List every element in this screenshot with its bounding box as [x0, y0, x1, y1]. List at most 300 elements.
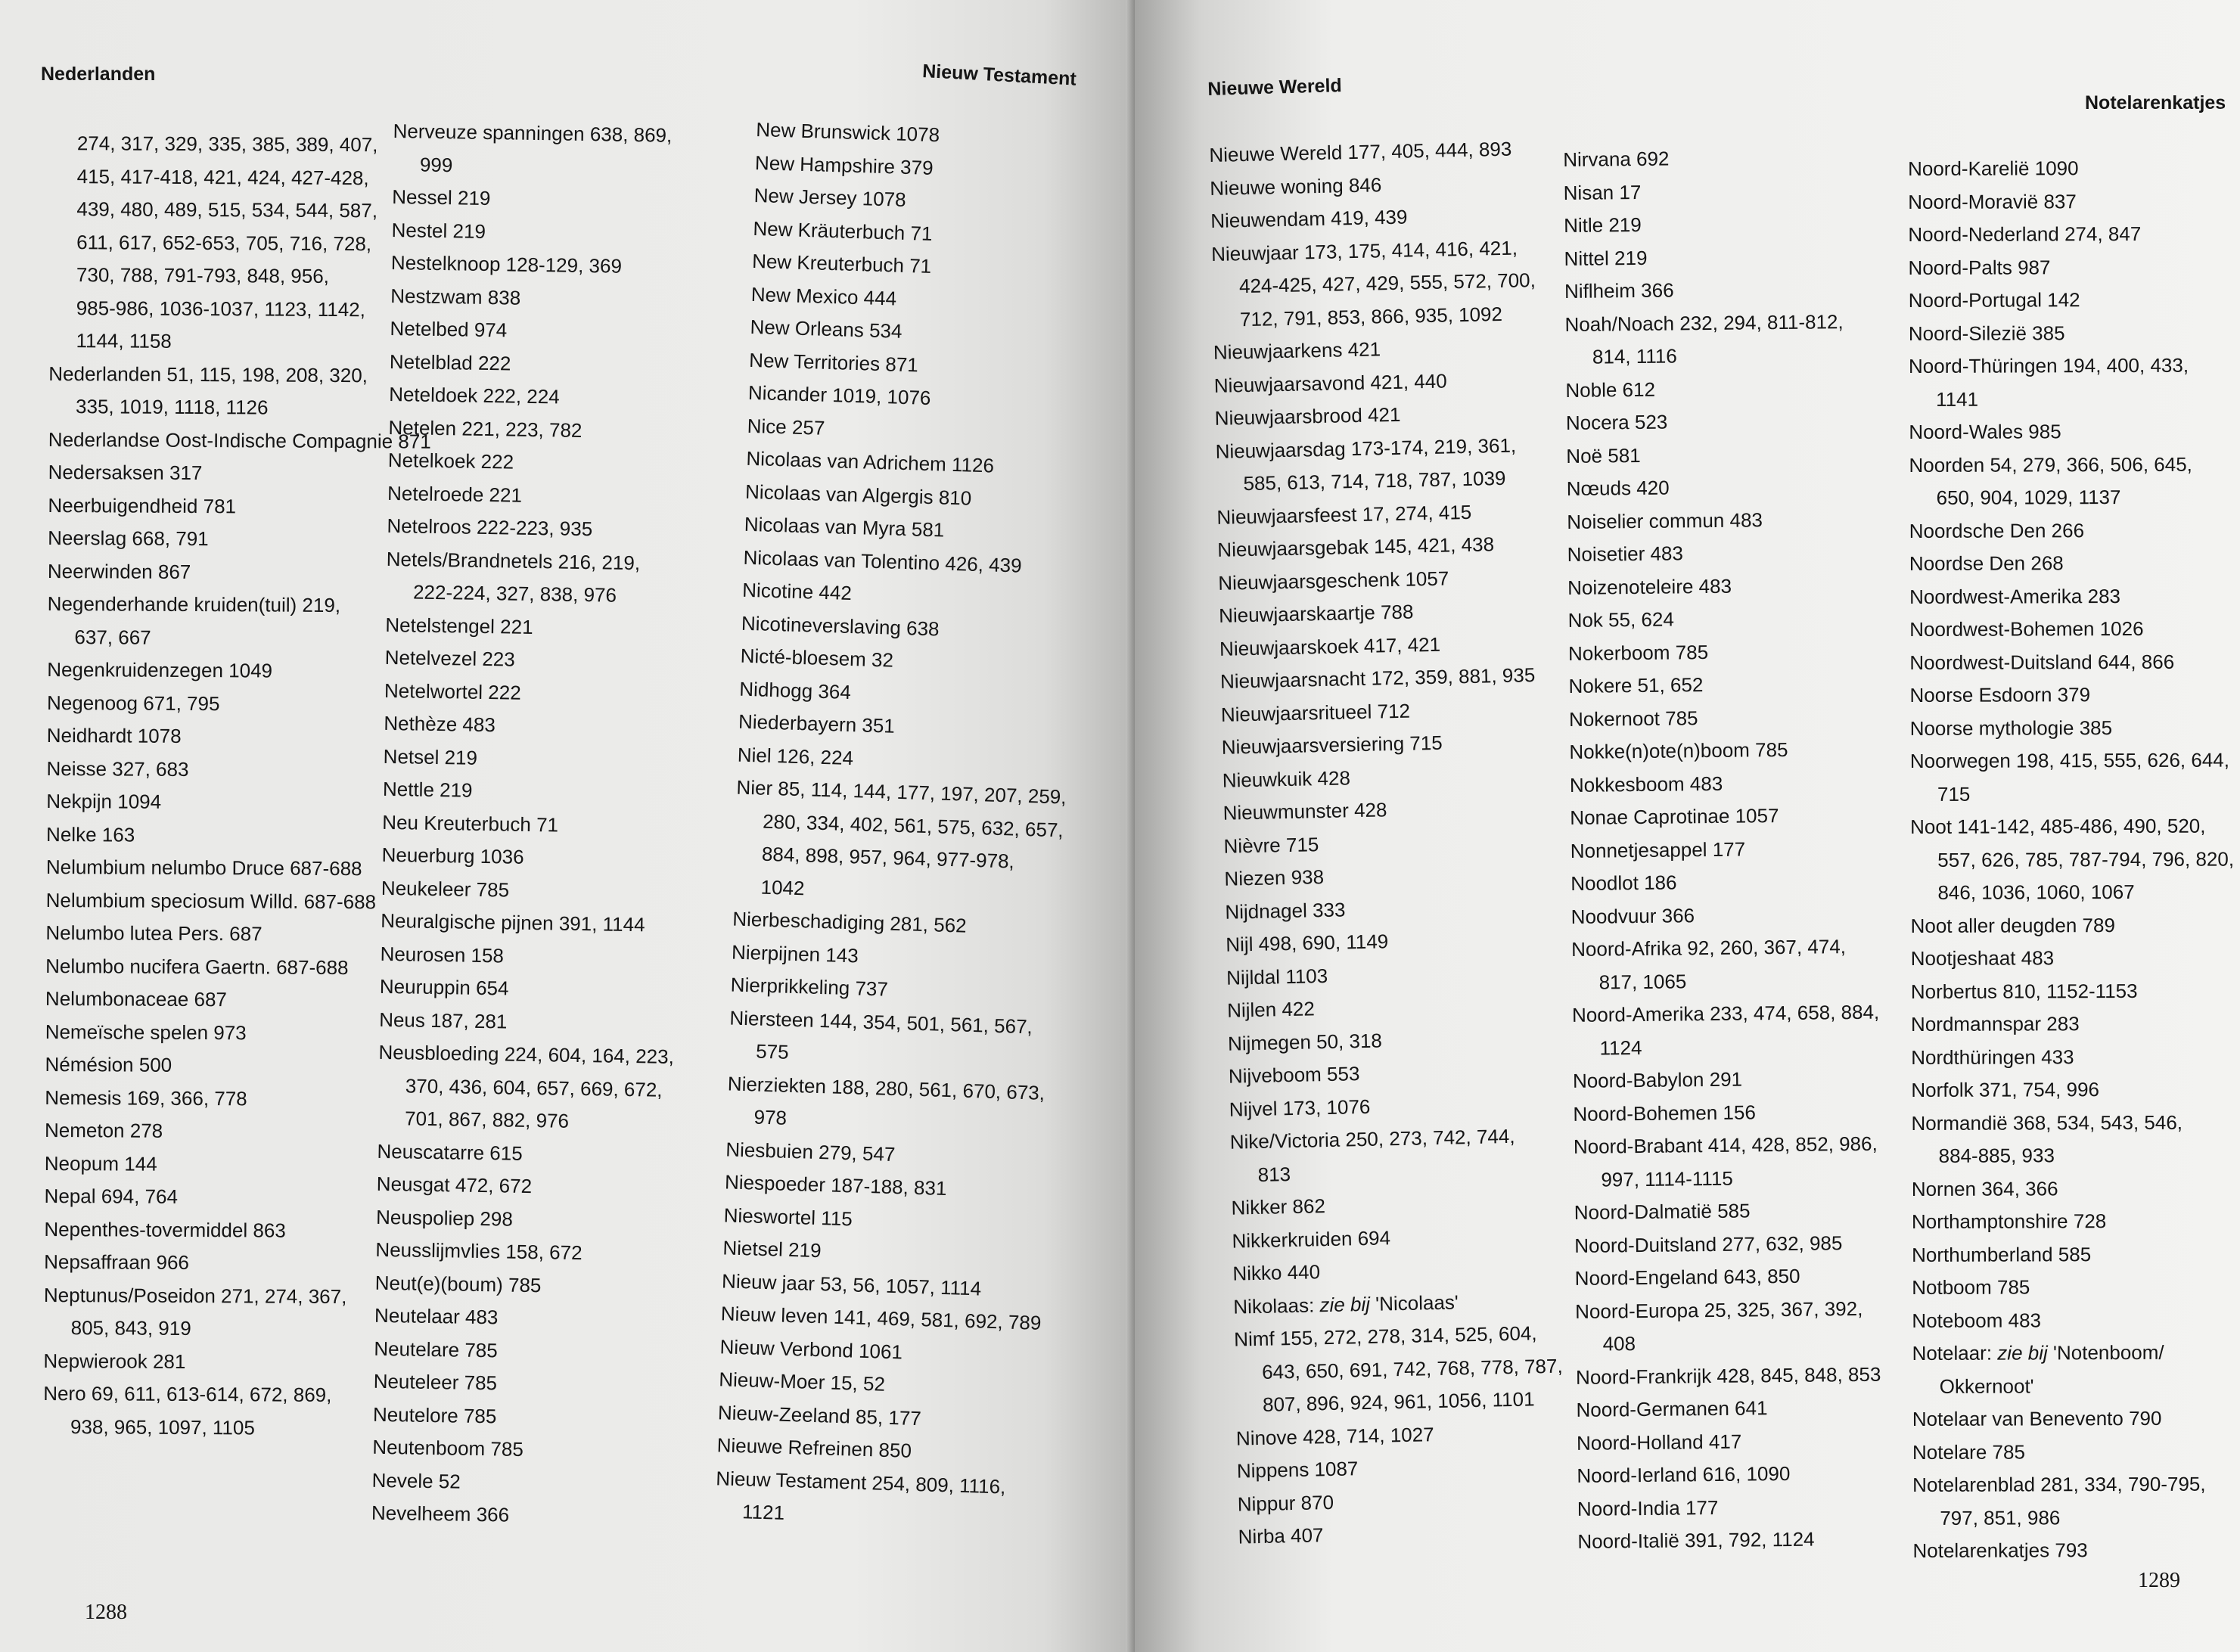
- entry-first-line: [385, 608, 734, 647]
- index-entry: [372, 1431, 721, 1470]
- entry-page-references: 221, 223, 782: [461, 416, 583, 442]
- index-entry: [44, 1180, 362, 1215]
- index-entry: [1909, 547, 2227, 581]
- entry-headword: Nieswortel: [723, 1203, 816, 1229]
- entry-page-references: 222: [480, 449, 514, 474]
- entry-headword: Nicotine: [741, 578, 814, 604]
- entry-page-references: 687: [194, 988, 228, 1011]
- entry-first-line: [388, 411, 737, 449]
- entry-page-references: 169, 366, 778: [126, 1086, 247, 1110]
- entry-headword: Nederlandse Oost-Indische: [48, 427, 287, 452]
- entry-page-references: 785: [476, 877, 510, 902]
- entry-page-references: 177, 405, 444, 893: [1347, 137, 1512, 164]
- entry-headword: Netelroede: [387, 481, 484, 506]
- entry-page-references: 715: [1285, 832, 1319, 856]
- index-entry: [1564, 239, 1889, 275]
- entry-page-references: 730, 788, 791-793, 848, 956,: [76, 263, 330, 287]
- entry-headword: Neurosen: [380, 942, 466, 967]
- entry-page-references: 52: [438, 1469, 461, 1493]
- entry-page-references: 793: [2055, 1539, 2088, 1562]
- entry-headword: Netelkoek: [387, 448, 476, 473]
- entry-page-references: 277, 632, 985: [1722, 1231, 1843, 1256]
- entry-page-references: 428, 845, 848, 853: [1717, 1362, 1881, 1387]
- index-entry: [1912, 1337, 2229, 1403]
- index-entry: [44, 1278, 362, 1346]
- entry-first-line: [377, 1135, 725, 1173]
- entry-continuation-line: [50, 160, 368, 194]
- entry-page-references: 1126: [951, 452, 995, 477]
- entry-first-line: [375, 1234, 724, 1272]
- entry-first-line: [1569, 700, 1894, 736]
- entry-headword: Némésion: [45, 1052, 134, 1076]
- index-entry: [1574, 1193, 1900, 1229]
- entry-headword: Nieuwe woning: [1210, 173, 1344, 200]
- index-entry: [45, 1114, 362, 1149]
- entry-page-references: 407: [1290, 1523, 1324, 1548]
- index-entry: [48, 357, 366, 424]
- entry-headword: Noord-Amerika: [1571, 1002, 1705, 1026]
- entry-headword: Neusslijmvlies: [375, 1237, 501, 1263]
- entry-page-references: 687: [229, 922, 263, 946]
- entry-headword: Netelvezel: [384, 645, 477, 670]
- entry-headword: Noord-Moravië: [1908, 189, 2039, 213]
- index-entry: [390, 279, 739, 318]
- entry-page-references: 1061: [858, 1339, 903, 1363]
- entry-headword: Nicolaas van Adrichem: [746, 446, 947, 476]
- entry-continuation-line: [393, 148, 741, 186]
- entry-headword: Nicté-bloesem: [740, 644, 867, 671]
- entry-page-references: 173, 175, 414, 416, 421,: [1303, 235, 1518, 263]
- entry-page-references: 335, 1019, 1118, 1126: [75, 395, 269, 419]
- entry-headword: Noord-Dalmatië: [1574, 1200, 1713, 1224]
- entry-first-line: [371, 1497, 720, 1536]
- index-entry: [1909, 645, 2227, 679]
- entry-first-line: [48, 489, 365, 523]
- entry-page-references: 421: [1347, 337, 1381, 362]
- entry-first-line: [1209, 132, 1535, 172]
- index-entry: [1909, 678, 2227, 713]
- entry-first-line: [1570, 798, 1895, 834]
- index-entry: [45, 949, 363, 984]
- index-entry: [1912, 1172, 2229, 1206]
- entry-first-line: [1909, 448, 2226, 482]
- entry-headword: Notelaar van Benevento: [1912, 1407, 2123, 1430]
- entry-first-line: [48, 522, 365, 557]
- entry-page-references: 807, 896, 924, 961, 1056, 1101: [1262, 1387, 1535, 1416]
- entry-headword: Notelarenblad: [1912, 1473, 2036, 1496]
- index-entry: [1909, 613, 2227, 647]
- entry-page-references: 254, 809, 1116,: [871, 1470, 1006, 1498]
- index-entry: [1909, 349, 2226, 416]
- index-entry: [48, 456, 365, 491]
- index-entry: [391, 247, 740, 285]
- entry-first-line: [381, 871, 730, 910]
- entry-first-line: [373, 1365, 722, 1404]
- entry-first-line: [1909, 316, 2226, 350]
- entry-page-references: 1042: [760, 875, 805, 899]
- entry-headword: Nestzwam: [390, 284, 483, 309]
- entry-headword: Nicander: [747, 380, 828, 406]
- entry-page-references: 973: [213, 1020, 247, 1044]
- entry-first-line: [1912, 1534, 2230, 1568]
- entry-page-references: 790: [2128, 1406, 2162, 1430]
- entry-headword: Noord-Karelië: [1908, 157, 2030, 180]
- entry-page-references: 483: [1689, 772, 1723, 795]
- entry-page-references: 351: [861, 713, 896, 738]
- entry-page-references: 327, 683: [112, 756, 189, 781]
- entry-page-references: 415, 417-418, 421, 424, 427-428,: [76, 164, 369, 189]
- entry-page-references: 219: [1608, 213, 1642, 237]
- entry-first-line: [1912, 1237, 2229, 1272]
- index-entry: [1570, 864, 1896, 900]
- entry-page-references: 92, 260, 367, 474,: [1687, 935, 1847, 960]
- entry-page-references: 987: [2017, 255, 2051, 278]
- entry-page-references: 870: [1300, 1490, 1334, 1514]
- entry-headword: Nieuwjaarsdag: [1215, 436, 1346, 463]
- entry-page-references: 221: [489, 483, 523, 507]
- entry-first-line: [1911, 1008, 2229, 1042]
- entry-page-references: 785: [1665, 706, 1698, 730]
- entry-page-references: 219: [1614, 246, 1648, 269]
- entry-page-references: 428, 714, 1027: [1302, 1422, 1434, 1449]
- entry-headword: Notelarenkatjes: [1912, 1539, 2050, 1562]
- entry-page-references: 419, 439: [1330, 205, 1408, 230]
- entry-headword: New Jersey: [753, 183, 858, 210]
- entry-first-line: [1909, 678, 2227, 713]
- entry-headword: Neukeleer: [381, 876, 471, 901]
- index-entry: [1576, 1390, 1901, 1427]
- entry-headword: New Kräuterbuch: [753, 216, 906, 244]
- index-entry: [386, 542, 735, 613]
- entry-page-references: 483: [2021, 946, 2055, 970]
- entry-page-references: 172, 359, 881, 935: [1371, 663, 1536, 690]
- index-entry: [1911, 1106, 2229, 1172]
- entry-continuation-line: [48, 324, 366, 359]
- entry-page-references: 433: [2041, 1045, 2074, 1068]
- entry-page-references: 25, 325, 367, 392,: [1704, 1296, 1863, 1321]
- entry-first-line: [374, 1332, 722, 1371]
- entry-headword: Nieuwjaarskoek: [1219, 634, 1359, 660]
- entry-page-references: 846: [1348, 172, 1382, 197]
- index-entry: [1572, 995, 1898, 1064]
- entry-page-references: 687-688: [303, 890, 377, 913]
- entry-headword: Nijldal: [1226, 964, 1281, 989]
- entry-page-references: 644, 866: [2097, 650, 2175, 673]
- entry-headword: Nijveboom: [1228, 1063, 1322, 1088]
- entry-first-line: [44, 1180, 362, 1215]
- entry-headword: Noord-Ierland: [1577, 1463, 1698, 1487]
- entry-headword: Noord-Thüringen: [1908, 354, 2058, 377]
- index-entry: [375, 1234, 724, 1272]
- entry-page-references: 585: [1717, 1199, 1751, 1222]
- entry-headword: Nieuw-Zeeland: [717, 1400, 851, 1427]
- entry-headword: Nelumbo lutea Pers.: [45, 921, 225, 946]
- entry-page-references: 364: [818, 679, 852, 703]
- entry-first-line: [46, 752, 364, 787]
- entry-headword: Nonnetjesappel: [1570, 837, 1707, 862]
- entry-page-references: 222, 224: [483, 384, 560, 408]
- index-entry: [1564, 305, 1890, 374]
- entry-page-references: 219: [457, 186, 491, 210]
- entry-headword: Nieuwjaarsfeest: [1216, 502, 1357, 529]
- entry-page-references: 271, 274, 367,: [221, 1284, 347, 1308]
- entry-first-line: [387, 477, 736, 515]
- entry-page-references: 420: [1636, 476, 1670, 500]
- entry-page-references: 222-223, 935: [476, 515, 593, 541]
- entry-headword: Nieuwjaarsbrood: [1214, 403, 1363, 430]
- entry-page-references: 938: [1291, 865, 1325, 889]
- entry-page-references: 637, 667: [74, 625, 151, 649]
- entry-headword: Nelumbo nucifera Gaertn.: [45, 954, 271, 979]
- entry-first-line: [47, 654, 365, 688]
- entry-headword: Notelare: [1912, 1440, 1987, 1464]
- entry-first-line: [1912, 1337, 2229, 1371]
- entry-page-references: 846, 1036, 1060, 1067: [1937, 880, 2135, 904]
- entry-first-line: [1564, 206, 1889, 242]
- entry-first-line: [384, 641, 733, 680]
- entry-headword: Nok: [1567, 608, 1604, 632]
- entry-headword: Netelwortel: [384, 678, 483, 703]
- entry-headword: Nieuw leven: [720, 1302, 828, 1328]
- entry-page-references: 938, 965, 1097, 1105: [70, 1414, 255, 1439]
- entry-page-references: 219: [439, 778, 473, 802]
- entry-headword: Netelen: [388, 415, 457, 439]
- entry-first-line: [45, 1081, 362, 1116]
- entry-first-line: [43, 1344, 361, 1379]
- entry-page-references: 155, 272, 278, 314, 525, 604,: [1279, 1321, 1537, 1350]
- entry-page-references: 483: [1729, 508, 1763, 532]
- entry-headword: Neerslag: [48, 526, 127, 550]
- entry-page-references: Okkernoot': [1939, 1374, 2034, 1398]
- entry-first-line: [1571, 930, 1897, 966]
- entry-headword: Nootjeshaat: [1910, 946, 2016, 970]
- entry-headword: Nietsel: [722, 1236, 784, 1261]
- entry-page-references: 715: [1409, 731, 1443, 755]
- entry-page-references: 163: [101, 822, 135, 846]
- entry-page-references: 55, 624: [1608, 607, 1674, 632]
- entry-headword: Nijlen: [1226, 998, 1277, 1022]
- entry-first-line: [1577, 1522, 1903, 1558]
- entry-page-references: 268: [2030, 551, 2064, 575]
- entry-page-references: 789: [2082, 913, 2115, 936]
- entry-page-references: 966: [156, 1250, 190, 1274]
- entry-page-references: 810: [938, 485, 972, 510]
- entry-headword: Neteldoek: [388, 382, 478, 407]
- index-entry: [1911, 942, 2229, 976]
- entry-page-references: 187-188, 831: [830, 1173, 947, 1200]
- entry-page-references: 414, 428, 852, 986,: [1707, 1132, 1878, 1157]
- entry-page-references: 173-174, 219, 361,: [1350, 433, 1517, 460]
- entry-headword: Nevelheem: [371, 1501, 471, 1526]
- index-entry: [1912, 1468, 2230, 1535]
- entry-page-references: 1078: [137, 724, 182, 747]
- entry-page-references: 557, 626, 785, 787-794, 796, 820,: [1937, 847, 2235, 871]
- entry-headword: Nestelknoop: [390, 250, 501, 276]
- entry-headword: Noteboom: [1912, 1309, 2003, 1332]
- entry-headword: Nocera: [1565, 411, 1630, 434]
- index-entry: [374, 1300, 723, 1338]
- entry-page-references: 785: [464, 1338, 498, 1362]
- index-entry: [1567, 568, 1893, 604]
- index-entry: [1571, 930, 1897, 998]
- entry-first-line: [1567, 568, 1893, 604]
- index-entry: [1573, 1061, 1898, 1098]
- entry-page-references: 222: [477, 351, 511, 374]
- entry-headword: Nornen: [1911, 1177, 1977, 1200]
- entry-page-references: 523: [1634, 410, 1668, 434]
- entry-page-references: 498, 690, 1149: [1258, 930, 1389, 955]
- entry-first-line: [1567, 601, 1893, 637]
- entry-page-references: 785: [464, 1371, 498, 1395]
- entry-first-line: [392, 181, 741, 219]
- entry-headword: Nepal: [44, 1184, 96, 1208]
- entry-headword: Neutenboom: [372, 1435, 486, 1461]
- index-entry: [1567, 502, 1892, 539]
- entry-page-references: 274, 847: [2064, 222, 2142, 246]
- entry-page-references: 712, 791, 853, 866, 935, 1092: [1239, 302, 1503, 331]
- index-entry: [48, 423, 431, 458]
- entry-headword: Noordwest-Bohemen: [1909, 617, 2095, 641]
- entry-first-line: [47, 719, 365, 754]
- running-head-right: Notelarenkatjes: [2085, 92, 2226, 113]
- entry-headword: Neutelare: [374, 1337, 460, 1362]
- entry-page-references: 483: [1650, 542, 1684, 565]
- index-entry: [1909, 448, 2226, 514]
- index-entry: [1217, 527, 1543, 567]
- entry-headword: Neut(e)(boum): [374, 1271, 504, 1296]
- entry-page-references: 837: [2043, 189, 2077, 213]
- entry-page-references: 385: [2079, 716, 2113, 739]
- entry-first-line: [47, 686, 365, 721]
- entry-headword: Nieuwjaarsnacht: [1219, 666, 1366, 693]
- index-entry: [1910, 810, 2235, 910]
- entry-first-line: [372, 1431, 721, 1470]
- entry-headword: Northumberland: [1912, 1242, 2053, 1266]
- index-entry: [374, 1332, 722, 1371]
- entry-first-line: [1574, 1259, 1900, 1295]
- entry-first-line: [386, 542, 735, 581]
- index-entry: [389, 378, 738, 417]
- index-entry: [1912, 1271, 2229, 1305]
- entry-page-references: 974: [474, 318, 508, 342]
- index-entry: [1564, 272, 1890, 308]
- entry-page-references: 364, 366: [1981, 1176, 2058, 1200]
- entry-headword: Nippens: [1236, 1458, 1310, 1483]
- entry-first-line: [1573, 1095, 1898, 1131]
- entry-headword: Nikolaas:: [1233, 1293, 1315, 1318]
- entry-continuation-line: [1235, 1383, 1561, 1422]
- entry-first-line: [45, 983, 363, 1017]
- entry-headword: Nordmannspar: [1910, 1012, 2042, 1036]
- entry-continuation-line: [1912, 1501, 2230, 1535]
- index-entry: [1568, 634, 1894, 670]
- entry-page-references: 422: [1282, 997, 1316, 1021]
- index-entry: [1577, 1456, 1902, 1492]
- index-entry: [48, 522, 365, 557]
- entry-page-references: 788: [1380, 600, 1414, 624]
- index-entry: [43, 1344, 361, 1379]
- entry-page-references: 250, 273, 742, 744,: [1345, 1124, 1515, 1151]
- entry-page-references: 187, 281: [430, 1008, 508, 1033]
- entry-page-references: 51, 115, 198, 208, 320,: [166, 362, 368, 387]
- entry-headword: Nethèze: [384, 711, 458, 736]
- entry-cross-reference: zie bij: [1319, 1292, 1371, 1316]
- entry-first-line: [45, 917, 363, 952]
- entry-continuation-line: [386, 576, 735, 614]
- index-entry: [1234, 1317, 1561, 1422]
- entry-first-line: [1570, 765, 1895, 802]
- entry-first-line: [381, 905, 729, 943]
- entry-page-references: 278: [129, 1119, 163, 1142]
- entry-continuation-line: [49, 291, 367, 326]
- entry-continuation-line: [1909, 382, 2226, 416]
- entry-headword: New Brunswick: [755, 117, 891, 145]
- index-entry: [45, 917, 363, 952]
- entry-headword: New Orleans: [750, 315, 865, 342]
- entry-continuation-line: [1910, 777, 2228, 811]
- entry-first-line: [1912, 1435, 2230, 1469]
- entry-headword: Noord-Afrika: [1570, 936, 1682, 961]
- entry-headword: Neisse: [46, 756, 107, 780]
- entry-headword: Nonae Caprotinae: [1570, 804, 1730, 829]
- entry-page-references: 281, 334, 790-795,: [2040, 1472, 2206, 1496]
- entry-continuation-line: [1216, 461, 1542, 501]
- entry-page-references: 219: [444, 745, 478, 769]
- entry-page-references: 69, 611, 613-614, 672, 869,: [91, 1382, 332, 1406]
- index-entry: [388, 411, 737, 449]
- entry-continuation-line: [1213, 297, 1539, 336]
- index-entry: [45, 1081, 362, 1116]
- entry-first-line: [391, 247, 740, 285]
- entry-page-references: 216, 219,: [558, 549, 641, 574]
- index-entry: [387, 510, 735, 548]
- index-entry: [390, 312, 738, 351]
- entry-headword: Nieuw Testament: [716, 1466, 867, 1494]
- entry-page-references: 810, 1152-1153: [2002, 979, 2138, 1003]
- entry-page-references: 813: [1257, 1162, 1291, 1186]
- entry-cross-reference: zie bij: [1997, 1341, 2048, 1365]
- index-entry: [45, 1015, 363, 1050]
- entry-page-references: 615: [489, 1141, 523, 1165]
- entry-first-line: [1220, 659, 1546, 698]
- entry-first-line: [389, 378, 738, 417]
- index-entry: [379, 1003, 728, 1042]
- entry-headword: Nieuwjaar: [1210, 241, 1300, 266]
- entry-page-references: 198, 415, 555, 626, 644,: [2015, 748, 2229, 772]
- entry-first-line: [1238, 1514, 1564, 1554]
- entry-first-line: [1909, 547, 2227, 581]
- entry-page-references: 442: [818, 580, 853, 605]
- entry-headword: Nieuwjaarsritueel: [1220, 700, 1372, 726]
- entry-page-references: 585: [2058, 1242, 2092, 1265]
- index-entry: [1570, 798, 1895, 834]
- entry-headword: Noord-Nederland: [1908, 222, 2059, 246]
- index-entry: [376, 1200, 725, 1239]
- entry-page-references: 1094: [117, 790, 162, 813]
- entry-headword: New Mexico: [750, 282, 859, 309]
- entry-page-references: 575: [755, 1039, 790, 1064]
- entry-first-line: [1908, 185, 2226, 219]
- entry-first-line: [1566, 436, 1891, 473]
- index-column-3: [1908, 152, 2235, 1568]
- entry-page-references: 50, 318: [1316, 1028, 1383, 1053]
- entry-first-line: [1568, 634, 1894, 670]
- entry-first-line: [44, 1213, 362, 1247]
- entry-page-references: 366: [476, 1502, 510, 1526]
- index-entry: [1576, 1358, 1901, 1394]
- index-entry: [46, 785, 364, 820]
- entry-headword: Neuspoliep: [375, 1205, 475, 1230]
